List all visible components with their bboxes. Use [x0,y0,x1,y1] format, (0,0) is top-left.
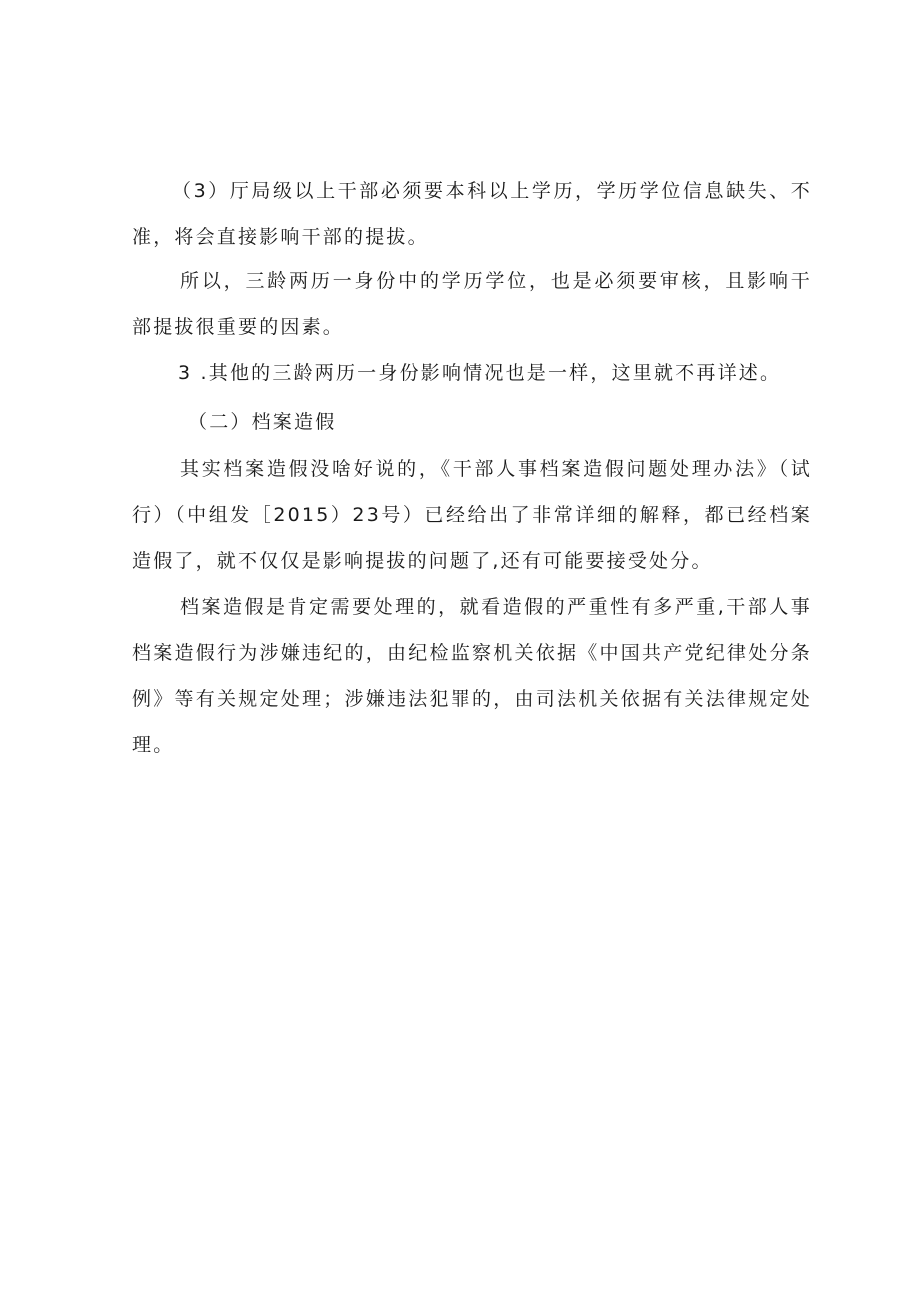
paragraph-fraud-handling: 档案造假是肯定需要处理的，就看造假的严重性有多严重,干部人事档案造假行为涉嫌违纪的，由纪检监察机关依据《中国共产党纪律处分条例》等有关规定处理；涉嫌违法犯罪的，由司法机关依据有关法律规定处理。 [132,596,812,756]
paragraph-fraud-regulation: 其实档案造假没啥好说的，《干部人事档案造假问题处理办法》（试行）（中组发［2015）23号）已经给出了非常详细的解释，都已经档案造假了，就不仅仅是影响提拔的问题了,还有可能要接受处分。 [132,458,812,572]
paragraph-other-factors: 3 .其他的三龄两历一身份影响情况也是一样，这里就不再详述。 [178,362,782,384]
paragraph-degree-requirement: （3）厅局级以上干部必须要本科以上学历，学历学位信息缺失、不准，将会直接影响干部的提拔。 [132,180,812,248]
paragraph-degree-review: 所以，三龄两历一身份中的学历学位，也是必须要审核，且影响干部提拔很重要的因素。 [132,270,812,338]
section-heading-file-fraud: （二）档案造假 [188,411,337,433]
